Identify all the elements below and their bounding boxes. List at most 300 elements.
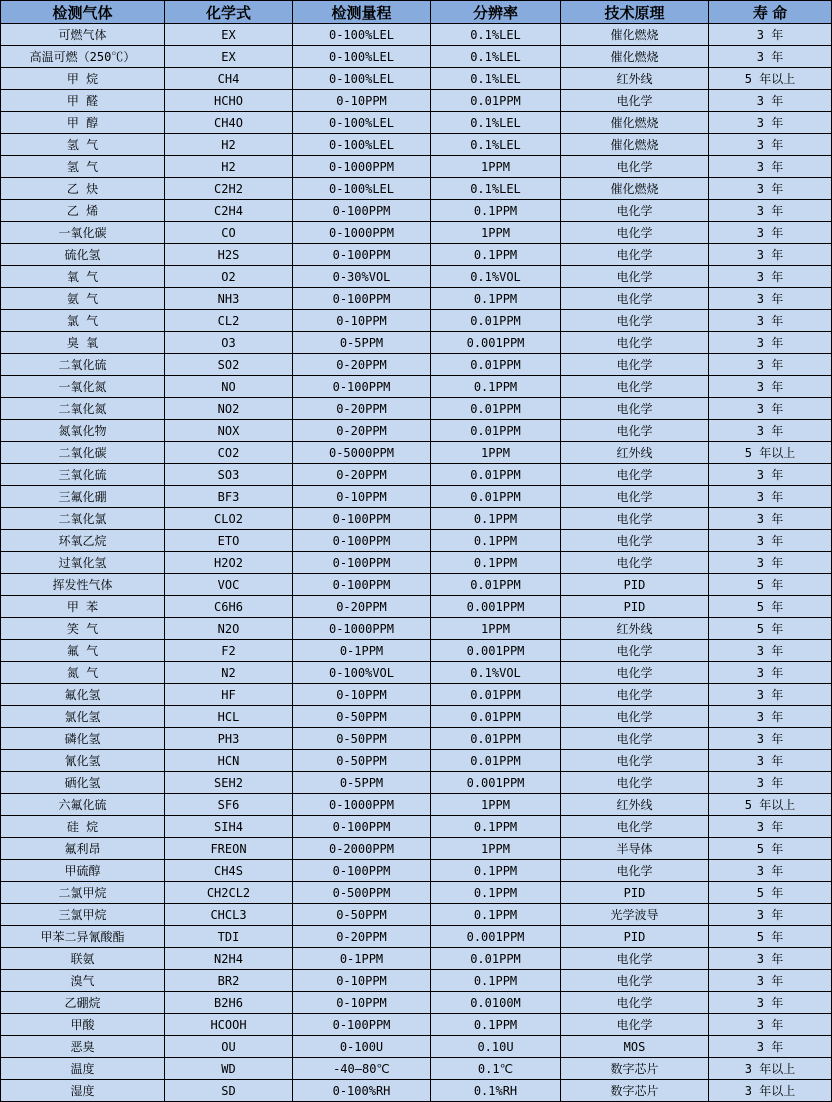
table-row (1, 1080, 832, 1102)
table-cell: 电化学 (561, 706, 709, 728)
table-cell: H2 (165, 134, 293, 156)
table-cell: 催化燃烧 (561, 24, 709, 46)
table-cell: 0-10PPM (293, 970, 431, 992)
table-cell: 电化学 (561, 948, 709, 970)
table-row (1, 464, 832, 486)
table-cell: H2 (165, 156, 293, 178)
table-cell: 3 年 (709, 156, 832, 178)
table-cell: CH2CL2 (165, 882, 293, 904)
table-row (1, 200, 832, 222)
table-cell: H2S (165, 244, 293, 266)
table-cell: CL2 (165, 310, 293, 332)
table-cell: BR2 (165, 970, 293, 992)
table-cell: NO2 (165, 398, 293, 420)
table-cell: 0.1%RH (431, 1080, 561, 1102)
table-cell: 0.01PPM (431, 684, 561, 706)
table-cell: 硒化氢 (1, 772, 165, 794)
table-cell: 5 年 (709, 926, 832, 948)
table-cell: SIH4 (165, 816, 293, 838)
table-cell: 0-1PPM (293, 948, 431, 970)
table-cell: CHCL3 (165, 904, 293, 926)
table-cell: 0.001PPM (431, 640, 561, 662)
table-cell: 0.1PPM (431, 508, 561, 530)
table-cell: 3 年 (709, 684, 832, 706)
table-cell: 电化学 (561, 860, 709, 882)
table-cell: 0.01PPM (431, 750, 561, 772)
table-cell: CO (165, 222, 293, 244)
table-cell: 氨 气 (1, 288, 165, 310)
table-cell: CLO2 (165, 508, 293, 530)
table-cell: 电化学 (561, 288, 709, 310)
table-cell: B2H6 (165, 992, 293, 1014)
table-cell: 0.01PPM (431, 464, 561, 486)
table-cell: CH4 (165, 68, 293, 90)
column-header-3: 分辨率 (431, 1, 561, 24)
table-cell: 氟 气 (1, 640, 165, 662)
table-row (1, 376, 832, 398)
table-cell: 0.1PPM (431, 860, 561, 882)
table-cell: 3 年 (709, 970, 832, 992)
table-cell: PH3 (165, 728, 293, 750)
table-cell: 电化学 (561, 530, 709, 552)
table-cell: 环氧乙烷 (1, 530, 165, 552)
table-cell: 0-1PPM (293, 640, 431, 662)
table-cell: 甲 醇 (1, 112, 165, 134)
column-header-5: 寿 命 (709, 1, 832, 24)
table-cell: 0-30%VOL (293, 266, 431, 288)
table-cell: 红外线 (561, 794, 709, 816)
table-row (1, 684, 832, 706)
table-cell: 0-1000PPM (293, 618, 431, 640)
table-cell: 3 年 (709, 200, 832, 222)
table-cell: C2H4 (165, 200, 293, 222)
table-row (1, 992, 832, 1014)
table-cell: 电化学 (561, 992, 709, 1014)
column-header-1: 化学式 (165, 1, 293, 24)
table-cell: 0-20PPM (293, 354, 431, 376)
table-cell: 3 年 (709, 948, 832, 970)
table-cell: 0-100PPM (293, 860, 431, 882)
table-cell: 3 年 (709, 728, 832, 750)
table-cell: 0-100PPM (293, 816, 431, 838)
table-cell: 0-5PPM (293, 332, 431, 354)
table-cell: NO (165, 376, 293, 398)
table-cell: 3 年 (709, 354, 832, 376)
table-row (1, 1014, 832, 1036)
table-cell: 电化学 (561, 684, 709, 706)
table-cell: 0.001PPM (431, 596, 561, 618)
table-cell: 3 年 (709, 24, 832, 46)
table-cell: HF (165, 684, 293, 706)
table-cell: 1PPM (431, 222, 561, 244)
table-cell: 3 年 (709, 310, 832, 332)
table-cell: 0.1PPM (431, 244, 561, 266)
table-cell: 电化学 (561, 662, 709, 684)
table-cell: 3 年以上 (709, 1080, 832, 1102)
table-cell: 3 年 (709, 464, 832, 486)
table-cell: 电化学 (561, 970, 709, 992)
table-cell: HCHO (165, 90, 293, 112)
table-cell: FREON (165, 838, 293, 860)
table-cell: 二氯甲烷 (1, 882, 165, 904)
table-cell: 0-100%LEL (293, 46, 431, 68)
table-cell: 联氨 (1, 948, 165, 970)
table-cell: 0-100PPM (293, 574, 431, 596)
table-body (1, 24, 832, 1102)
table-cell: PID (561, 596, 709, 618)
table-row (1, 618, 832, 640)
table-cell: 氢 气 (1, 134, 165, 156)
table-row (1, 90, 832, 112)
table-cell: 5 年 (709, 618, 832, 640)
table-cell: 5 年以上 (709, 442, 832, 464)
table-cell: 3 年 (709, 1036, 832, 1058)
table-row (1, 1036, 832, 1058)
table-cell: 一氧化碳 (1, 222, 165, 244)
table-cell: 电化学 (561, 486, 709, 508)
table-cell: NH3 (165, 288, 293, 310)
table-cell: 电化学 (561, 332, 709, 354)
table-cell: 3 年 (709, 178, 832, 200)
table-cell: 0.10U (431, 1036, 561, 1058)
table-row (1, 530, 832, 552)
table-cell: 电化学 (561, 552, 709, 574)
column-header-2: 检测量程 (293, 1, 431, 24)
table-cell: 0-10PPM (293, 486, 431, 508)
table-cell: 半导体 (561, 838, 709, 860)
table-cell: 0-50PPM (293, 706, 431, 728)
table-cell: 0-5000PPM (293, 442, 431, 464)
table-cell: 0.0100M (431, 992, 561, 1014)
table-cell: 0-50PPM (293, 904, 431, 926)
table-cell: 3 年 (709, 816, 832, 838)
table-cell: CH4S (165, 860, 293, 882)
table-cell: 1PPM (431, 838, 561, 860)
table-cell: 5 年 (709, 838, 832, 860)
table-row (1, 244, 832, 266)
table-row (1, 46, 832, 68)
table-cell: 5 年 (709, 574, 832, 596)
table-cell: 3 年 (709, 750, 832, 772)
table-cell: 0.01PPM (431, 728, 561, 750)
table-row (1, 728, 832, 750)
table-cell: 氮 气 (1, 662, 165, 684)
table-row (1, 420, 832, 442)
table-cell: MOS (561, 1036, 709, 1058)
table-cell: 电化学 (561, 772, 709, 794)
table-row (1, 398, 832, 420)
table-cell: 0.1PPM (431, 288, 561, 310)
table-cell: 0-100%RH (293, 1080, 431, 1102)
table-cell: WD (165, 1058, 293, 1080)
table-cell: 电化学 (561, 1014, 709, 1036)
table-cell: SO3 (165, 464, 293, 486)
column-header-0: 检测气体 (1, 1, 165, 24)
table-cell: 0-100U (293, 1036, 431, 1058)
table-cell: 0-20PPM (293, 464, 431, 486)
table-cell: 二氧化硫 (1, 354, 165, 376)
table-cell: 0.1%LEL (431, 112, 561, 134)
table-cell: ETO (165, 530, 293, 552)
table-cell: 1PPM (431, 156, 561, 178)
table-cell: 催化燃烧 (561, 178, 709, 200)
table-cell: 3 年 (709, 420, 832, 442)
table-cell: 0.1PPM (431, 904, 561, 926)
table-cell: 0-100PPM (293, 244, 431, 266)
table-cell: 0-100%LEL (293, 134, 431, 156)
table-cell: 臭 氧 (1, 332, 165, 354)
table-cell: 高温可燃（250℃） (1, 46, 165, 68)
table-cell: 3 年 (709, 662, 832, 684)
table-cell: 数字芯片 (561, 1058, 709, 1080)
column-header-4: 技术原理 (561, 1, 709, 24)
table-cell: 0-500PPM (293, 882, 431, 904)
table-cell: 甲酸 (1, 1014, 165, 1036)
table-cell: 0-100%LEL (293, 112, 431, 134)
table-cell: 0-5PPM (293, 772, 431, 794)
table-cell: 0.001PPM (431, 332, 561, 354)
table-cell: 0-100PPM (293, 530, 431, 552)
table-cell: 0.01PPM (431, 486, 561, 508)
table-cell: 0.1%VOL (431, 662, 561, 684)
table-cell: 乙硼烷 (1, 992, 165, 1014)
table-cell: 3 年 (709, 222, 832, 244)
table-cell: 0-10PPM (293, 684, 431, 706)
table-cell: 0.1%VOL (431, 266, 561, 288)
table-cell: 0.1PPM (431, 1014, 561, 1036)
table-row (1, 310, 832, 332)
table-cell: 0-20PPM (293, 420, 431, 442)
table-cell: PID (561, 926, 709, 948)
table-row (1, 970, 832, 992)
table-row (1, 1058, 832, 1080)
table-cell: 0.1%LEL (431, 178, 561, 200)
table-cell: 氯 气 (1, 310, 165, 332)
table-row (1, 508, 832, 530)
table-cell: VOC (165, 574, 293, 596)
table-cell: 电化学 (561, 90, 709, 112)
table-cell: 3 年 (709, 112, 832, 134)
table-cell: 红外线 (561, 68, 709, 90)
table-cell: 3 年 (709, 992, 832, 1014)
table-cell: PID (561, 574, 709, 596)
table-cell: 电化学 (561, 420, 709, 442)
table-cell: 0.1PPM (431, 552, 561, 574)
table-row (1, 156, 832, 178)
table-cell: 0-1000PPM (293, 222, 431, 244)
table-cell: HCN (165, 750, 293, 772)
table-cell: 三氟化硼 (1, 486, 165, 508)
table-cell: 电化学 (561, 816, 709, 838)
table-row (1, 838, 832, 860)
table-cell: 3 年以上 (709, 1058, 832, 1080)
table-cell: 挥发性气体 (1, 574, 165, 596)
table-cell: 1PPM (431, 618, 561, 640)
table-cell: 5 年以上 (709, 794, 832, 816)
table-cell: 0.1℃ (431, 1058, 561, 1080)
table-cell: OU (165, 1036, 293, 1058)
table-cell: 电化学 (561, 200, 709, 222)
table-cell: 硅 烷 (1, 816, 165, 838)
table-cell: 甲 醛 (1, 90, 165, 112)
table-cell: 氮氧化物 (1, 420, 165, 442)
table-cell: 甲硫醇 (1, 860, 165, 882)
table-cell: 可燃气体 (1, 24, 165, 46)
table-cell: 0.1PPM (431, 200, 561, 222)
table-cell: 3 年 (709, 266, 832, 288)
table-cell: 0-100PPM (293, 376, 431, 398)
table-cell: 0-20PPM (293, 926, 431, 948)
table-row (1, 288, 832, 310)
table-cell: 二氧化碳 (1, 442, 165, 464)
table-cell: 硫化氢 (1, 244, 165, 266)
table-cell: 0-100%LEL (293, 24, 431, 46)
table-cell: 氢 气 (1, 156, 165, 178)
table-cell: 3 年 (709, 530, 832, 552)
table-cell: CO2 (165, 442, 293, 464)
table-cell: 0.01PPM (431, 420, 561, 442)
table-cell: 电化学 (561, 376, 709, 398)
table-cell: 0.01PPM (431, 354, 561, 376)
table-cell: O3 (165, 332, 293, 354)
table-cell: F2 (165, 640, 293, 662)
table-cell: HCL (165, 706, 293, 728)
table-row (1, 354, 832, 376)
table-cell: 5 年 (709, 596, 832, 618)
table-row (1, 948, 832, 970)
table-cell: 3 年 (709, 860, 832, 882)
table-cell: SEH2 (165, 772, 293, 794)
table-cell: N2O (165, 618, 293, 640)
table-cell: 过氧化氢 (1, 552, 165, 574)
table-cell: 0.1%LEL (431, 24, 561, 46)
table-row (1, 706, 832, 728)
table-cell: 3 年 (709, 46, 832, 68)
table-cell: 1PPM (431, 794, 561, 816)
table-cell: 0-100%LEL (293, 178, 431, 200)
table-row (1, 574, 832, 596)
table-cell: 磷化氢 (1, 728, 165, 750)
table-cell: 0.1%LEL (431, 46, 561, 68)
table-cell: 六氟化硫 (1, 794, 165, 816)
table-cell: PID (561, 882, 709, 904)
table-row (1, 266, 832, 288)
table-cell: EX (165, 24, 293, 46)
table-cell: 0-100PPM (293, 288, 431, 310)
table-cell: 红外线 (561, 618, 709, 640)
table-cell: C6H6 (165, 596, 293, 618)
table-cell: 0.1PPM (431, 970, 561, 992)
table-cell: 催化燃烧 (561, 134, 709, 156)
table-cell: 0.001PPM (431, 926, 561, 948)
table-cell: 乙 烯 (1, 200, 165, 222)
table-cell: 0-100%VOL (293, 662, 431, 684)
table-cell: 3 年 (709, 552, 832, 574)
table-row (1, 640, 832, 662)
table-cell: 3 年 (709, 772, 832, 794)
table-cell: 3 年 (709, 706, 832, 728)
table-cell: 1PPM (431, 442, 561, 464)
table-cell: 三氯甲烷 (1, 904, 165, 926)
table-cell: 3 年 (709, 134, 832, 156)
table-row (1, 24, 832, 46)
table-cell: TDI (165, 926, 293, 948)
table-cell: 氧 气 (1, 266, 165, 288)
table-cell: NOX (165, 420, 293, 442)
table-row (1, 178, 832, 200)
table-cell: 5 年 (709, 882, 832, 904)
table-cell: N2 (165, 662, 293, 684)
table-cell: 笑 气 (1, 618, 165, 640)
table-cell: 0-100PPM (293, 508, 431, 530)
table-cell: 乙 炔 (1, 178, 165, 200)
table-cell: 0.01PPM (431, 90, 561, 112)
table-row (1, 662, 832, 684)
table-cell: 电化学 (561, 728, 709, 750)
table-cell: O2 (165, 266, 293, 288)
table-cell: 甲 烷 (1, 68, 165, 90)
table-cell: 电化学 (561, 244, 709, 266)
table-row (1, 816, 832, 838)
table-cell: 0.1%LEL (431, 134, 561, 156)
table-cell: 电化学 (561, 266, 709, 288)
table-cell: 电化学 (561, 640, 709, 662)
table-row (1, 68, 832, 90)
table-row (1, 112, 832, 134)
table-cell: 二氧化氯 (1, 508, 165, 530)
table-cell: 电化学 (561, 464, 709, 486)
table-cell: 3 年 (709, 1014, 832, 1036)
table-cell: 湿度 (1, 1080, 165, 1102)
table-row (1, 222, 832, 244)
table-cell: 0-10PPM (293, 310, 431, 332)
table-cell: 电化学 (561, 156, 709, 178)
table-cell: 三氧化硫 (1, 464, 165, 486)
table-row (1, 442, 832, 464)
table-cell: 电化学 (561, 750, 709, 772)
table-cell: 催化燃烧 (561, 46, 709, 68)
table-cell: N2H4 (165, 948, 293, 970)
table-cell: 电化学 (561, 354, 709, 376)
table-cell: 电化学 (561, 508, 709, 530)
table-cell: 0.1PPM (431, 530, 561, 552)
table-cell: 0-10PPM (293, 90, 431, 112)
table-cell: 0-1000PPM (293, 156, 431, 178)
table-cell: 0-100%LEL (293, 68, 431, 90)
table-cell: 0.1PPM (431, 882, 561, 904)
table-cell: H2O2 (165, 552, 293, 574)
table-cell: 恶臭 (1, 1036, 165, 1058)
header-row (1, 1, 832, 24)
table-cell: 0.1PPM (431, 816, 561, 838)
table-cell: 二氧化氮 (1, 398, 165, 420)
table-cell: 氰化氢 (1, 750, 165, 772)
table-cell: 0-2000PPM (293, 838, 431, 860)
table-cell: 氟利昂 (1, 838, 165, 860)
table-cell: C2H2 (165, 178, 293, 200)
table-cell: 0-20PPM (293, 398, 431, 420)
table-row (1, 882, 832, 904)
table-cell: 0.001PPM (431, 772, 561, 794)
table-row (1, 332, 832, 354)
table-cell: 3 年 (709, 398, 832, 420)
table-cell: 甲苯二异氰酸酯 (1, 926, 165, 948)
table-cell: CH4O (165, 112, 293, 134)
table-cell: 氟化氢 (1, 684, 165, 706)
table-cell: 电化学 (561, 398, 709, 420)
table-cell: 3 年 (709, 904, 832, 926)
table-cell: 3 年 (709, 90, 832, 112)
